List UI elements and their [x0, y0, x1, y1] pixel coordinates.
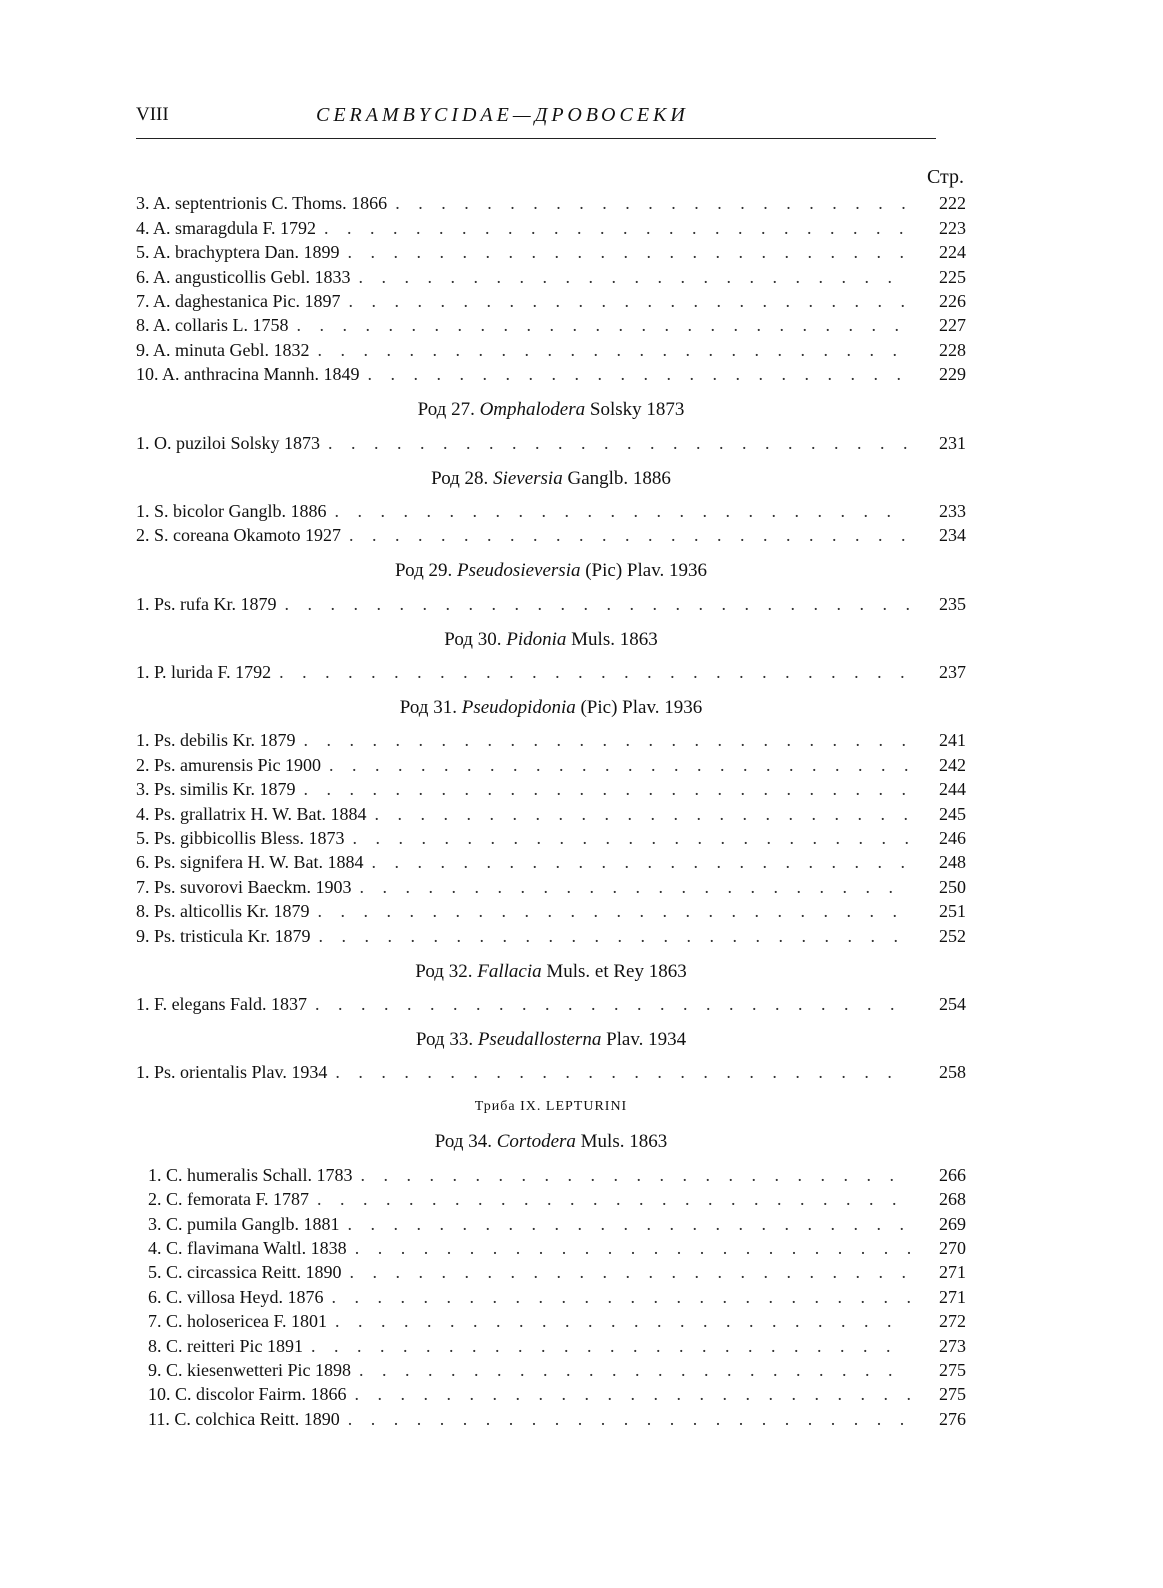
genus-name: Cortodera: [496, 1131, 576, 1153]
species-name: 6. A. angusticollis Gebl. 1833: [136, 266, 351, 287]
toc-entry: [136, 659, 966, 683]
toc-entry: [136, 498, 966, 522]
species-name: 8. A. collaris L. 1758: [136, 315, 289, 336]
page-ref: 258: [939, 1062, 966, 1083]
dot-leader: [304, 778, 910, 800]
dot-leader: [335, 500, 911, 522]
genus-author: Solsky 1873: [585, 399, 685, 421]
page-ref: 227: [939, 315, 966, 336]
page-ref: 275: [939, 1384, 966, 1405]
page-ref: 244: [939, 779, 966, 800]
dot-leader: [367, 363, 910, 385]
page-ref: 246: [939, 828, 966, 849]
species-name: 2. Ps. amurensis Pic 1900: [136, 754, 322, 775]
running-head: [136, 104, 936, 139]
species-name: 1. P. lurida F. 1792: [136, 662, 272, 683]
genus-heading: [136, 385, 966, 429]
toc-entry: [136, 1210, 966, 1234]
dot-leader: [296, 314, 910, 336]
genus-heading: [136, 546, 966, 590]
toc-entry: [136, 288, 966, 312]
dot-leader: [328, 432, 910, 454]
toc-entry: [136, 849, 966, 873]
toc-entry: [136, 1283, 966, 1307]
genus-name: Pseudosieversia: [457, 560, 581, 582]
dot-leader: [335, 1310, 910, 1332]
page-ref: 271: [939, 1286, 966, 1307]
genus-heading: [136, 1117, 966, 1161]
species-name: 1. Ps. debilis Kr. 1879: [136, 730, 296, 751]
page-ref: 270: [939, 1237, 966, 1258]
page-ref: 237: [939, 662, 966, 683]
genus-author: Plav. 1934: [601, 1028, 687, 1050]
toc-entry: [136, 922, 966, 946]
toc-entry: [136, 336, 966, 360]
dot-leader: [359, 1359, 910, 1381]
genus-author: Muls. 1863: [575, 1131, 668, 1153]
toc-entry: [136, 263, 966, 287]
species-name: 1. F. elegans Fald. 1837: [136, 993, 308, 1014]
genus-author: Muls. et Rey 1863: [541, 960, 687, 982]
toc-entry: [136, 1405, 966, 1429]
species-name: 5. C. circassica Reitt. 1890: [148, 1262, 342, 1283]
species-name: 4. A. smaragdula F. 1792: [136, 217, 317, 238]
toc-entry: [136, 1357, 966, 1381]
species-name: 7. C. holosericea F. 1801: [148, 1311, 328, 1332]
dot-leader: [395, 192, 910, 214]
genus-heading: [136, 947, 966, 991]
toc-entry: [136, 898, 966, 922]
page-ref: 228: [939, 339, 966, 360]
dot-leader: [353, 827, 910, 849]
dot-leader: [348, 290, 910, 312]
dot-leader: [359, 266, 911, 288]
page-ref: 226: [939, 290, 966, 311]
dot-leader: [332, 1286, 911, 1308]
dot-leader: [372, 851, 911, 873]
running-title: CERAMBYCIDAE—ДРОВОСЕКИ: [316, 104, 689, 126]
genus-author: (Pic) Plav. 1936: [575, 697, 703, 719]
species-name: 1. S. bicolor Ganglb. 1886: [136, 500, 327, 521]
genus-name: Pseudopidonia: [461, 697, 576, 719]
genus-author: Ganglb. 1886: [562, 467, 671, 489]
genus-name: Pseudallosterna: [477, 1028, 602, 1050]
table-of-contents: [136, 166, 966, 1430]
page-ref: 271: [939, 1262, 966, 1283]
dot-leader: [311, 1335, 910, 1357]
page-ref: 250: [939, 876, 966, 897]
genus-author: (Pic) Plav. 1936: [580, 560, 707, 582]
species-name: 7. Ps. suvorovi Baeckm. 1903: [136, 876, 352, 897]
species-name: 3. Ps. similis Kr. 1879: [136, 779, 296, 800]
species-name: 2. C. femorata F. 1787: [148, 1189, 310, 1210]
genus-heading: [136, 1015, 966, 1059]
dot-leader: [335, 1061, 910, 1083]
dot-leader: [349, 524, 910, 546]
genus-heading: [136, 683, 966, 727]
species-name: 4. C. flavimana Waltl. 1838: [148, 1237, 347, 1258]
dot-leader: [355, 1237, 910, 1259]
toc-entry: [136, 1235, 966, 1259]
species-name: 5. A. brachyptera Dan. 1899: [136, 242, 340, 263]
dot-leader: [360, 1164, 910, 1186]
toc-entry: [136, 1259, 966, 1283]
dot-leader: [375, 803, 911, 825]
page-ref: 245: [939, 803, 966, 824]
genus-name: Sieversia: [493, 467, 563, 489]
toc-entry: [136, 239, 966, 263]
toc-entry: [136, 800, 966, 824]
species-name: 1. O. puziloi Solsky 1873: [136, 432, 321, 453]
dot-leader: [324, 217, 910, 239]
page-ref: 235: [939, 593, 966, 614]
genus-name: Omphalodera: [479, 399, 586, 421]
toc-entry: [136, 1161, 966, 1185]
dot-leader: [348, 1213, 911, 1235]
toc-entry: [136, 312, 966, 336]
species-name: 10. A. anthracina Mannh. 1849: [136, 364, 360, 385]
toc-entry: [136, 1186, 966, 1210]
species-name: 2. S. coreana Okamoto 1927: [136, 525, 341, 546]
species-name: 1. Ps. orientalis Plav. 1934: [136, 1062, 328, 1083]
page-ref: 231: [939, 432, 966, 453]
species-name: 10. C. discolor Fairm. 1866: [148, 1384, 347, 1405]
species-name: 6. C. villosa Heyd. 1876: [148, 1286, 324, 1307]
page-ref: 225: [939, 266, 966, 287]
genus-prefix: Род 27.: [417, 399, 480, 421]
toc-entry: [136, 1332, 966, 1356]
genus-name: Pidonia: [506, 628, 567, 650]
toc-entry: [136, 751, 966, 775]
genus-prefix: Род 30.: [444, 628, 507, 650]
species-name: 4. Ps. grallatrix H. W. Bat. 1884: [136, 803, 367, 824]
page-ref: 234: [939, 525, 966, 546]
page-column-label: Стр.: [926, 166, 964, 188]
toc-entry: [136, 727, 966, 751]
toc-entry: [136, 776, 966, 800]
genus-prefix: Род 33.: [415, 1028, 478, 1050]
dot-leader: [355, 1383, 911, 1405]
dot-leader: [360, 876, 911, 898]
dot-leader: [349, 1261, 910, 1283]
genus-heading: [136, 454, 966, 498]
page-number: VIII: [136, 104, 169, 125]
toc-entry: [136, 1381, 966, 1405]
page-ref: 222: [939, 193, 966, 214]
page-ref: 233: [939, 500, 966, 521]
page-ref: 229: [939, 364, 966, 385]
dot-leader: [285, 593, 911, 615]
dot-leader: [279, 661, 910, 683]
dot-leader: [348, 1408, 910, 1430]
page-ref: 273: [939, 1335, 966, 1356]
page-ref: 252: [939, 925, 966, 946]
dot-leader: [318, 339, 911, 361]
genus-prefix: Род 34.: [434, 1131, 497, 1153]
toc-entry: [136, 991, 966, 1015]
tribe-heading: Триба IX. LEPTURINI: [474, 1099, 628, 1115]
species-name: 9. C. kiesenwetteri Pic 1898: [148, 1359, 351, 1380]
species-name: 1. Ps. rufa Kr. 1879: [136, 593, 277, 614]
species-name: 3. A. septentrionis C. Thoms. 1866: [136, 193, 388, 214]
species-name: 9. A. minuta Gebl. 1832: [136, 339, 310, 360]
toc-entry: [136, 1308, 966, 1332]
page-ref: 241: [939, 730, 966, 751]
species-name: 6. Ps. signifera H. W. Bat. 1884: [136, 852, 364, 873]
species-name: 8. Ps. alticollis Kr. 1879: [136, 901, 310, 922]
species-name: 3. C. pumila Ganglb. 1881: [148, 1213, 340, 1234]
genus-prefix: Род 28.: [431, 467, 494, 489]
page-ref: 276: [939, 1408, 966, 1429]
species-name: 9. Ps. tristicula Kr. 1879: [136, 925, 311, 946]
dot-leader: [315, 993, 910, 1015]
species-name: 8. C. reitteri Pic 1891: [148, 1335, 303, 1356]
page-ref: 275: [939, 1359, 966, 1380]
dot-leader: [329, 754, 910, 776]
dot-leader: [319, 925, 911, 947]
page-ref: 254: [939, 993, 966, 1014]
page-ref: 248: [939, 852, 966, 873]
dot-leader: [347, 241, 910, 263]
genus-name: Fallacia: [477, 960, 542, 982]
dot-leader: [304, 729, 910, 751]
genus-author: Muls. 1863: [566, 628, 658, 650]
species-name: 1. C. humeralis Schall. 1783: [148, 1164, 353, 1185]
toc-entry: [136, 825, 966, 849]
toc-entry: [136, 429, 966, 453]
genus-prefix: Род 32.: [415, 960, 478, 982]
toc-entry: [136, 190, 966, 214]
species-name: 11. C. colchica Reitt. 1890: [148, 1408, 340, 1429]
page-ref: 242: [939, 754, 966, 775]
dot-leader: [317, 1188, 910, 1210]
page-ref: 224: [939, 242, 966, 263]
page-ref: 251: [939, 901, 966, 922]
page-ref: 223: [939, 217, 966, 238]
page-ref: 272: [939, 1311, 966, 1332]
toc-entry: [136, 1059, 966, 1083]
page-ref: 266: [939, 1164, 966, 1185]
page-ref: 268: [939, 1189, 966, 1210]
genus-heading: [136, 615, 966, 659]
dot-leader: [318, 900, 910, 922]
genus-prefix: Род 31.: [399, 697, 462, 719]
species-name: 7. A. daghestanica Pic. 1897: [136, 290, 341, 311]
species-name: 5. Ps. gibbicollis Bless. 1873: [136, 828, 345, 849]
toc-entry: [136, 214, 966, 238]
toc-entry: [136, 522, 966, 546]
toc-entry: [136, 873, 966, 897]
toc-entry: [136, 361, 966, 385]
genus-prefix: Род 29.: [395, 560, 457, 582]
page-ref: 269: [939, 1213, 966, 1234]
toc-entry: [136, 590, 966, 614]
